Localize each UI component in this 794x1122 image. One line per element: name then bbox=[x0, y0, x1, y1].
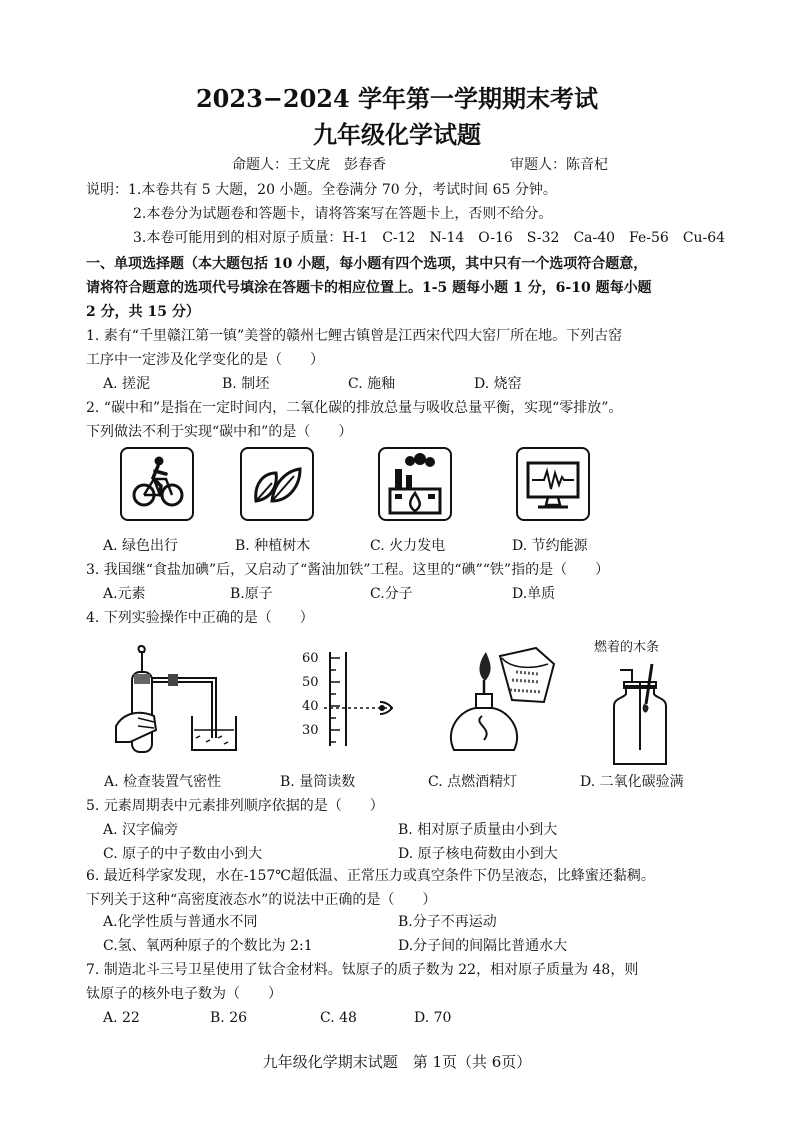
q7-line2: 钛原子的核外电子数为（ ） bbox=[86, 986, 282, 1002]
q2-option-c: C. 火力发电 bbox=[370, 538, 446, 554]
q3-option-c: C.分子 bbox=[370, 586, 413, 602]
bicycle-icon bbox=[120, 447, 194, 521]
q1-option-b: B. 制坯 bbox=[222, 376, 270, 392]
q5-option-a: A. 汉字偏旁 bbox=[103, 822, 179, 838]
section1-line3: 2 分，共 15 分） bbox=[86, 304, 200, 320]
airtightness-apparatus-figure bbox=[110, 638, 245, 758]
q7-option-b: B. 26 bbox=[210, 1010, 248, 1026]
q2-line2: 下列做法不利于实现“碳中和”的是（ ） bbox=[86, 424, 353, 440]
q4-option-b: B. 量筒读数 bbox=[280, 774, 356, 790]
burning-stick-label: 燃着的木条 bbox=[594, 640, 660, 655]
q6-option-d: D.分子间的间隔比普通水大 bbox=[398, 938, 568, 954]
reviewer: 审题人：陈音杞 bbox=[510, 157, 608, 173]
note-1: 说明：1.本卷共有 5 大题，20 小题。全卷满分 70 分，考试时间 65 分钟。 bbox=[86, 182, 557, 198]
q7-option-a: A. 22 bbox=[103, 1010, 140, 1026]
q4-line1: 4. 下列实验操作中正确的是（ ） bbox=[86, 610, 314, 626]
q3-option-a: A.元素 bbox=[103, 586, 146, 602]
graduated-cylinder-figure bbox=[296, 648, 416, 748]
tick-50: 50 bbox=[302, 675, 319, 690]
q6-line1: 6. 最近科学家发现，水在-157℃超低温、正常压力或真空条件下仍呈液态，比蜂蜜还黏稠。 bbox=[86, 868, 655, 884]
exam-subtitle: 九年级化学试题 bbox=[313, 120, 481, 149]
q7-line1: 7. 制造北斗三号卫星使用了钛合金材料。钛原子的质子数为 22，相对原子质量为 48，则 bbox=[86, 962, 639, 978]
q1-line2: 工序中一定涉及化学变化的是（ ） bbox=[86, 352, 324, 368]
q6-option-b: B.分子不再运动 bbox=[398, 914, 497, 930]
q4-option-d: D. 二氧化碳验满 bbox=[580, 774, 684, 790]
q1-option-c: C. 施釉 bbox=[348, 376, 396, 392]
power-plant-icon bbox=[378, 447, 452, 521]
q3-option-d: D.单质 bbox=[512, 586, 556, 602]
q2-option-b: B. 种植树木 bbox=[235, 538, 311, 554]
tick-40: 40 bbox=[302, 699, 319, 714]
q1-option-a: A. 搓泥 bbox=[103, 376, 151, 392]
q5-option-c: C. 原子的中子数由小到大 bbox=[103, 846, 263, 862]
q6-line2: 下列关于这种“高密度液态水”的说法中正确的是（ ） bbox=[86, 892, 437, 908]
q5-option-b: B. 相对原子质量由小到大 bbox=[398, 822, 558, 838]
page-footer: 九年级化学期末试题 第 1页（共 6页） bbox=[262, 1053, 532, 1071]
q3-line1: 3. 我国继“食盐加碘”后，又启动了“酱油加铁”工程。这里的“碘”“铁”指的是（ ） bbox=[86, 562, 610, 578]
q4-option-c: C. 点燃酒精灯 bbox=[428, 774, 518, 790]
q4-option-a: A. 检查装置气密性 bbox=[104, 774, 222, 790]
note-2: 2.本卷分为试题卷和答题卡，请将答案写在答题卡上，否则不给分。 bbox=[133, 206, 553, 222]
q7-option-c: C. 48 bbox=[320, 1010, 357, 1026]
q1-line1: 1. 素有“千里赣江第一镇”美誉的赣州七鲤古镇曾是江西宋代四大窑厂所在地。下列古窑 bbox=[86, 328, 623, 344]
alcohol-lamp-figure bbox=[440, 640, 560, 760]
q1-option-d: D. 烧窑 bbox=[474, 376, 522, 392]
tick-30: 30 bbox=[302, 723, 319, 738]
q3-option-b: B.原子 bbox=[230, 586, 273, 602]
q5-line1: 5. 元素周期表中元素排列顺序依据的是（ ） bbox=[86, 798, 384, 814]
leaf-icon bbox=[240, 447, 314, 521]
note-3: 3.本卷可能用到的相对原子质量：H-1 C-12 N-14 O-16 S-32 Ca-40 Fe-56 Cu-64 bbox=[133, 230, 726, 246]
monitor-icon bbox=[516, 447, 590, 521]
section1-line1: 一、单项选择题（本大题包括 10 小题，每小题有四个选项，其中只有一个选项符合题意， bbox=[86, 256, 648, 272]
tick-60: 60 bbox=[302, 651, 319, 666]
q7-option-d: D. 70 bbox=[414, 1010, 452, 1026]
section1-line2: 请将符合题意的选项代号填涂在答题卡的相应位置上。1-5 题每小题 1 分，6-10 题每小题 bbox=[86, 280, 652, 296]
authors: 命题人：王文虎 彭春香 bbox=[232, 157, 386, 173]
exam-title: 2023−2024 学年第一学期期末考试 bbox=[195, 84, 599, 113]
q6-option-a: A.化学性质与普通水不同 bbox=[103, 914, 258, 930]
q5-option-d: D. 原子核电荷数由小到大 bbox=[398, 846, 558, 862]
q2-option-a: A. 绿色出行 bbox=[103, 538, 179, 554]
q6-option-c: C.氢、氧两种原子的个数比为 2:1 bbox=[103, 938, 313, 954]
q2-option-d: D. 节约能源 bbox=[512, 538, 588, 554]
co2-bottle-figure bbox=[600, 660, 690, 770]
q2-line1: 2. “碳中和”是指在一定时间内，二氧化碳的排放总量与吸收总量平衡，实现“零排放”。 bbox=[86, 400, 623, 416]
